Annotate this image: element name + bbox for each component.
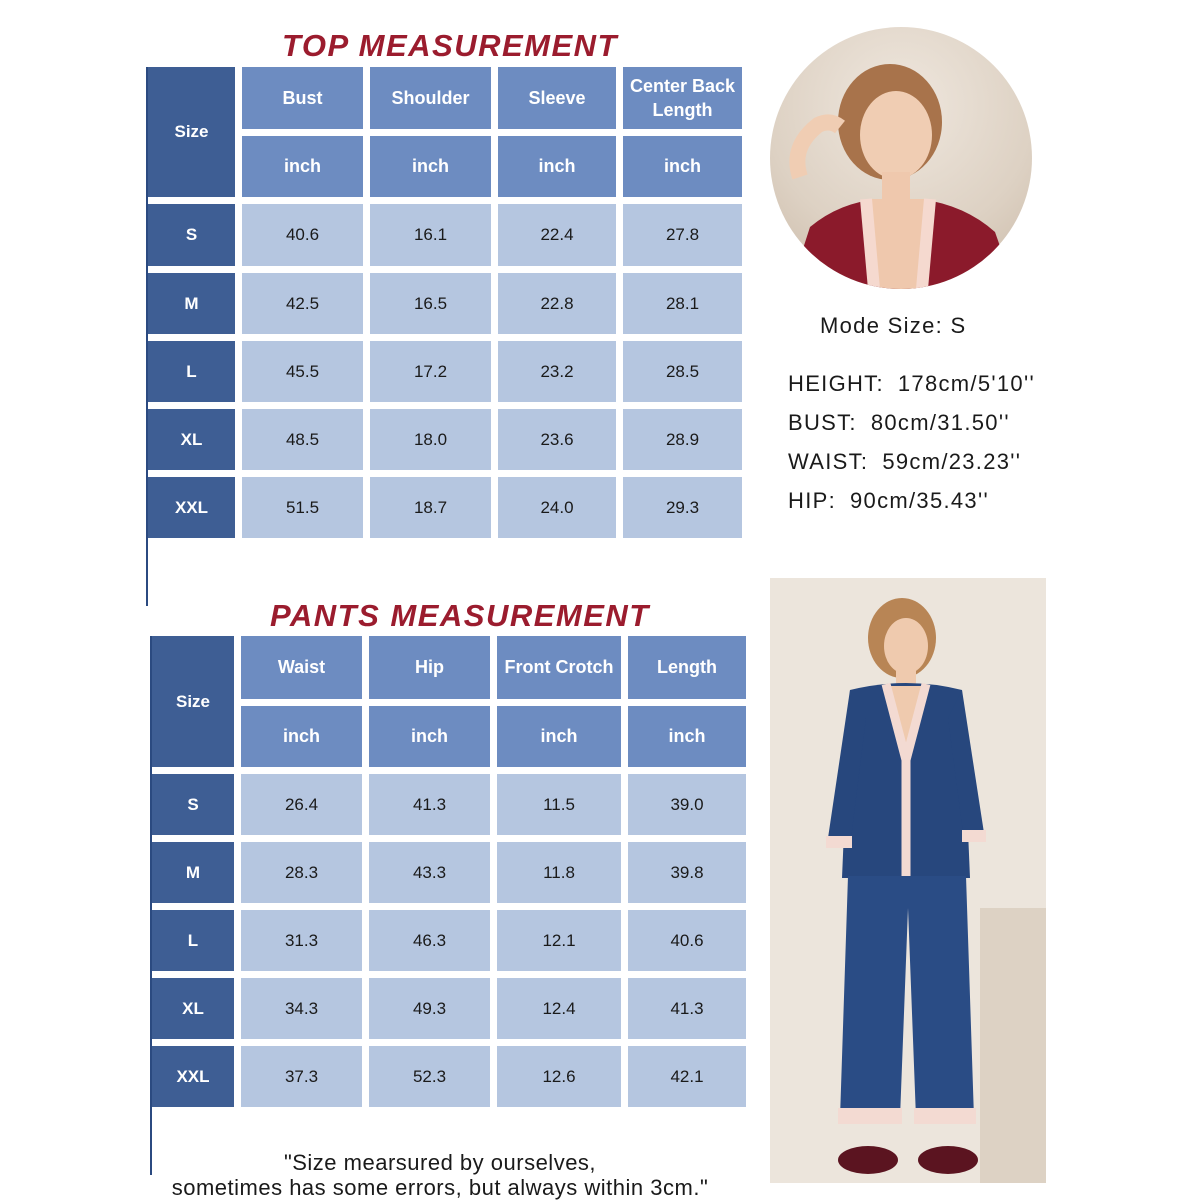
table-cell: 23.2 xyxy=(498,341,616,402)
table-cell: 51.5 xyxy=(242,477,363,538)
table-cell: 22.4 xyxy=(498,204,616,266)
table-cell: 52.3 xyxy=(369,1046,490,1107)
column-header-hip: Hip xyxy=(369,636,490,699)
column-header-center-back-length: Center Back Length xyxy=(623,67,742,129)
table-cell: 27.8 xyxy=(623,204,742,266)
full-body-illustration xyxy=(770,578,1046,1183)
table-cell: 28.1 xyxy=(623,273,742,334)
table-cell: 16.1 xyxy=(370,204,491,266)
model-full-body-image xyxy=(770,578,1046,1183)
pants-measurement-table xyxy=(150,636,746,1175)
spec-value: 90cm/35.43'' xyxy=(850,488,989,513)
column-header-front-crotch: Front Crotch xyxy=(497,636,621,699)
table-cell: 31.3 xyxy=(241,910,362,971)
table-cell: 11.5 xyxy=(497,774,621,835)
model-spec-waist xyxy=(788,449,1021,475)
model-spec-bust xyxy=(788,410,1010,436)
table-cell: 12.6 xyxy=(497,1046,621,1107)
table-cell: 42.5 xyxy=(242,273,363,334)
top-measurement-table xyxy=(146,67,742,606)
table-cell: 23.6 xyxy=(498,409,616,470)
table-cell: 43.3 xyxy=(369,842,490,903)
unit-label: inch xyxy=(497,706,621,767)
disclaimer-line-1: "Size mearsured by ourselves, xyxy=(283,1150,597,1175)
spec-label: HIP: xyxy=(788,488,836,513)
size-label: XL xyxy=(152,978,234,1039)
table-cell: 39.8 xyxy=(628,842,746,903)
pants-measurement-title: PANTS MEASUREMENT xyxy=(270,598,650,633)
table-cell: 18.0 xyxy=(370,409,491,470)
table-cell: 37.3 xyxy=(241,1046,362,1107)
spec-label: HEIGHT: xyxy=(788,371,884,396)
unit-label: inch xyxy=(370,136,491,197)
unit-label: inch xyxy=(628,706,746,767)
size-header: Size xyxy=(152,636,234,767)
table-cell: 46.3 xyxy=(369,910,490,971)
size-header: Size xyxy=(148,67,235,197)
table-cell: 16.5 xyxy=(370,273,491,334)
model-spec-height xyxy=(788,371,1035,397)
table-cell: 12.1 xyxy=(497,910,621,971)
spec-label: WAIST: xyxy=(788,449,869,474)
spec-value: 59cm/23.23'' xyxy=(882,449,1022,474)
model-size-label: Mode Size: S xyxy=(820,313,967,338)
size-label: XXL xyxy=(148,477,235,538)
portrait-illustration xyxy=(770,27,1032,289)
column-header-waist: Waist xyxy=(241,636,362,699)
table-cell: 29.3 xyxy=(623,477,742,538)
table-cell: 12.4 xyxy=(497,978,621,1039)
spec-value: 80cm/31.50'' xyxy=(870,410,1010,435)
column-header-length: Length xyxy=(628,636,746,699)
table-cell: 41.3 xyxy=(628,978,746,1039)
table-cell: 45.5 xyxy=(242,341,363,402)
table-cell: 40.6 xyxy=(242,204,363,266)
table-cell: 40.6 xyxy=(628,910,746,971)
table-cell: 28.9 xyxy=(623,409,742,470)
model-portrait-image xyxy=(770,27,1032,289)
spec-label: BUST: xyxy=(788,410,857,435)
size-label: M xyxy=(148,273,235,334)
table-cell: 34.3 xyxy=(241,978,362,1039)
model-spec-hip xyxy=(788,488,989,514)
top-measurement-title: TOP MEASUREMENT xyxy=(282,28,618,63)
table-cell: 26.4 xyxy=(241,774,362,835)
unit-label: inch xyxy=(623,136,742,197)
table-cell: 22.8 xyxy=(498,273,616,334)
table-cell: 48.5 xyxy=(242,409,363,470)
column-header-shoulder: Shoulder xyxy=(370,67,491,129)
measurement-disclaimer xyxy=(140,1150,740,1201)
size-label: XXL xyxy=(152,1046,234,1107)
table-cell: 42.1 xyxy=(628,1046,746,1107)
table-cell: 24.0 xyxy=(498,477,616,538)
table-cell: 18.7 xyxy=(370,477,491,538)
table-cell: 28.5 xyxy=(623,341,742,402)
size-label: L xyxy=(152,910,234,971)
table-cell: 17.2 xyxy=(370,341,491,402)
size-label: XL xyxy=(148,409,235,470)
table-cell: 41.3 xyxy=(369,774,490,835)
size-label: S xyxy=(148,204,235,266)
table-cell: 11.8 xyxy=(497,842,621,903)
column-header-sleeve: Sleeve xyxy=(498,67,616,129)
table-cell: 39.0 xyxy=(628,774,746,835)
unit-label: inch xyxy=(242,136,363,197)
spec-value: 178cm/5'10'' xyxy=(897,371,1035,396)
disclaimer-line-2: sometimes has some errors, but always within 3cm." xyxy=(171,1175,709,1201)
size-label: S xyxy=(152,774,234,835)
size-label: L xyxy=(148,341,235,402)
table-cell: 49.3 xyxy=(369,978,490,1039)
unit-label: inch xyxy=(498,136,616,197)
unit-label: inch xyxy=(369,706,490,767)
column-header-bust: Bust xyxy=(242,67,363,129)
size-label: M xyxy=(152,842,234,903)
table-cell: 28.3 xyxy=(241,842,362,903)
unit-label: inch xyxy=(241,706,362,767)
